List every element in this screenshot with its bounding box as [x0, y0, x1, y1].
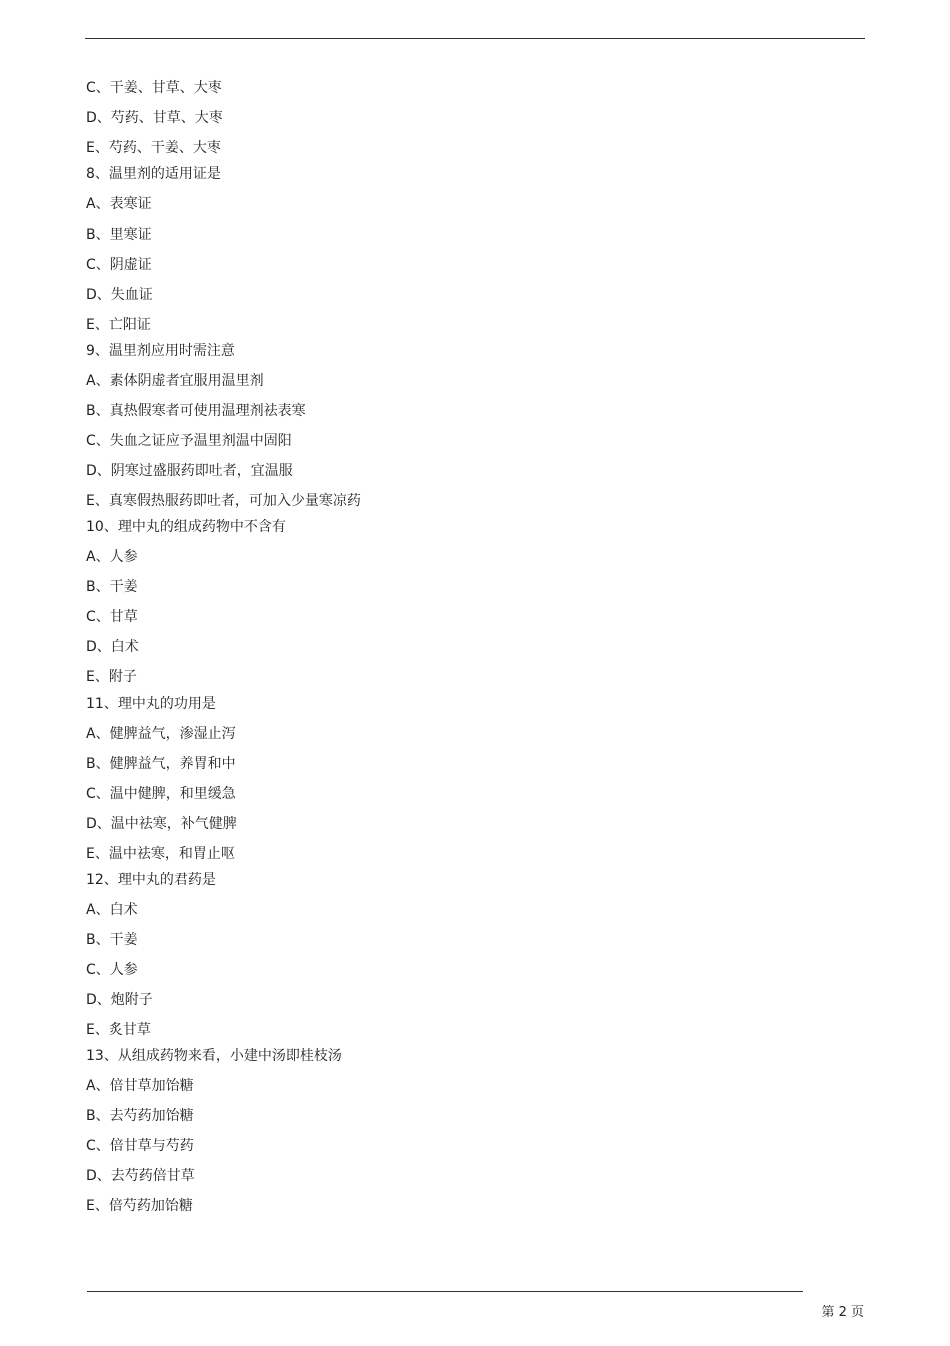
answer-option: C、失血之证应予温里剂温中固阳 [86, 433, 292, 449]
answer-option: A、人参 [86, 549, 138, 565]
answer-option: A、健脾益气，渗湿止泻 [86, 726, 236, 742]
answer-option: D、温中祛寒，补气健脾 [86, 816, 237, 832]
answer-option: B、里寒证 [86, 227, 152, 243]
answer-option: A、白术 [86, 902, 138, 918]
question-stem: 13、从组成药物来看，小建中汤即桂枝汤 [86, 1048, 342, 1064]
answer-option: E、倍芍药加饴糖 [86, 1198, 193, 1214]
answer-option: C、甘草 [86, 609, 138, 625]
question-stem: 8、温里剂的适用证是 [86, 166, 221, 182]
header-divider [85, 38, 865, 39]
answer-option: C、人参 [86, 962, 138, 978]
answer-option: D、失血证 [86, 287, 153, 303]
question-stem: 9、温里剂应用时需注意 [86, 343, 235, 359]
answer-option: B、去芍药加饴糖 [86, 1108, 194, 1124]
answer-option: C、温中健脾，和里缓急 [86, 786, 236, 802]
answer-option: B、健脾益气，养胃和中 [86, 756, 236, 772]
answer-option: E、温中祛寒，和胃止呕 [86, 846, 235, 862]
answer-option: D、白术 [86, 639, 139, 655]
answer-option: E、芍药、干姜、大枣 [86, 140, 221, 156]
page-number: 第 2 页 [821, 1305, 864, 1320]
answer-option: B、真热假寒者可使用温理剂祛表寒 [86, 403, 306, 419]
answer-option: C、阴虚证 [86, 257, 152, 273]
answer-option: D、芍药、甘草、大枣 [86, 110, 223, 126]
answer-option: D、去芍药倍甘草 [86, 1168, 195, 1184]
answer-option: D、炮附子 [86, 992, 153, 1008]
answer-option: B、干姜 [86, 579, 138, 595]
question-stem: 12、理中丸的君药是 [86, 872, 216, 888]
question-stem: 11、理中丸的功用是 [86, 696, 216, 712]
answer-option: B、干姜 [86, 932, 138, 948]
answer-option: E、附子 [86, 669, 137, 685]
answer-option: E、亡阳证 [86, 317, 151, 333]
question-stem: 10、理中丸的组成药物中不含有 [86, 519, 286, 535]
answer-option: A、倍甘草加饴糖 [86, 1078, 194, 1094]
answer-option: C、干姜、甘草、大枣 [86, 80, 222, 96]
answer-option: A、素体阴虚者宜服用温里剂 [86, 373, 264, 389]
answer-option: E、真寒假热服药即吐者，可加入少量寒凉药 [86, 493, 361, 509]
answer-option: C、倍甘草与芍药 [86, 1138, 194, 1154]
answer-option: E、炙甘草 [86, 1022, 151, 1038]
answer-option: A、表寒证 [86, 196, 152, 212]
answer-option: D、阴寒过盛服药即吐者，宜温服 [86, 463, 293, 479]
footer-divider [87, 1291, 803, 1292]
